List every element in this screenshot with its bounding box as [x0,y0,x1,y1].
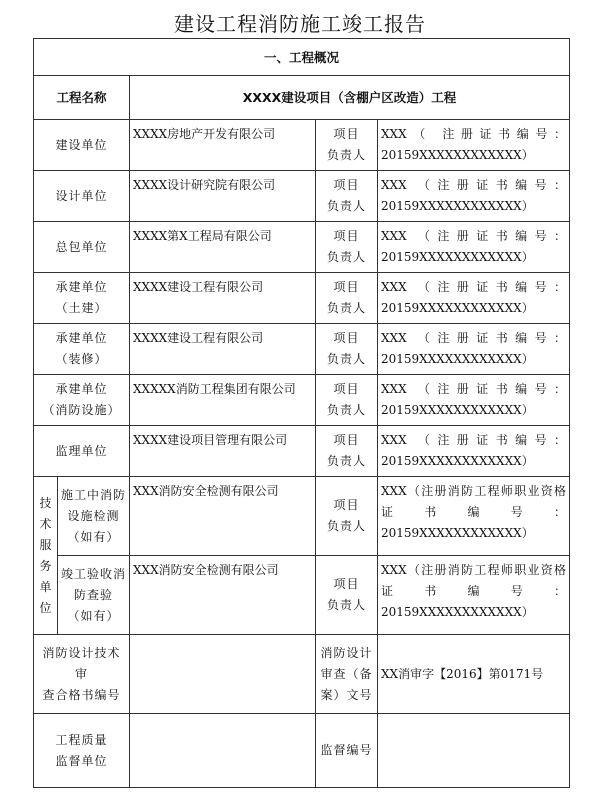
unit-label-line: 建设单位 [55,137,108,152]
registration-line: XXX （注册证书编号： [381,331,567,345]
person-label-line: 负责人 [326,352,366,366]
registration-info [378,556,570,635]
registration-line: XXX （注册证书编号： [381,382,567,396]
person-label-line: 负责人 [326,454,366,468]
registration-line: XXX （注册证书编号： [381,433,567,447]
tech-service-group-label [34,477,58,635]
design-review-row [34,635,570,714]
group-label-char: 位 [39,600,52,615]
supervision-label [34,714,130,788]
person-label-line: 负责人 [326,403,366,417]
registration-line: 证书编号： [381,584,567,598]
person-label-line: 项目 [333,178,360,192]
registration-line: 证书编号： [381,505,567,519]
sub-label-line: （如有） [67,608,120,623]
person-label-line: 项目 [333,229,360,243]
registration-line: XXX（注册消防工程师职业资格 [381,484,567,498]
unit-label [34,171,130,222]
person-label-line: 项目 [333,331,360,345]
person-label-line: 项目 [333,127,360,141]
person-label-line: 负责人 [326,250,366,264]
unit-row [34,171,570,222]
design-doc-label-line: 审查（备 [320,666,373,681]
project-name-label: 工程名称 [34,76,130,120]
supervision-label-line: 工程质量 [55,732,108,747]
person-label [316,120,378,171]
supervision-code-value [378,714,570,788]
unit-row [34,273,570,324]
registration-info [378,375,570,426]
tech-service-sub-label [58,477,130,556]
unit-label [34,273,130,324]
person-label-line: 负责人 [326,301,366,315]
section-header-row [34,39,570,76]
supervision-value [130,714,316,788]
person-label-line: 项目 [333,382,360,396]
completion-report-table [33,38,570,788]
registration-line: 20159XXXXXXXXXXXX） [381,352,534,366]
supervision-code-label [316,714,378,788]
person-label [316,273,378,324]
registration-line: XXX （注册证书编号： [381,229,567,243]
registration-line: 20159XXXXXXXXXXXX） [381,526,534,540]
tech-service-row [34,477,570,556]
unit-name: XXX消防安全检测有限公司 [130,556,316,635]
unit-label [34,120,130,171]
registration-line: XXX （注册证书编号： [381,178,567,192]
person-label-line: 负责人 [326,148,366,162]
unit-name: XXXX第X工程局有限公司 [130,222,316,273]
unit-row [34,426,570,477]
registration-info [378,426,570,477]
registration-info [378,171,570,222]
document-title: 建设工程消防施工竣工报告 [174,12,426,36]
group-label-char: 术 [39,516,52,531]
registration-line: 20159XXXXXXXXXXXX） [381,605,534,619]
unit-label-line: （土建） [55,301,108,315]
person-label [316,375,378,426]
person-label-line: 项目 [333,577,360,591]
tech-service-row [34,556,570,635]
registration-info [378,477,570,556]
unit-name: XXXX建设工程有限公司 [130,273,316,324]
sub-label-line: 设施检测 [67,508,120,523]
design-doc-value: XX消审字【2016】第0171号 [378,635,570,714]
person-label [316,426,378,477]
sub-label-line: 施工中消防 [61,487,127,502]
unit-label-line: 设计单位 [55,188,108,203]
unit-label-line: 承建单位 [55,280,108,294]
registration-line: XXX（注册消防工程师职业资格 [381,563,567,577]
registration-line: XXX （注册证书编号： [381,280,567,294]
supervision-row [34,714,570,788]
person-label [316,222,378,273]
design-doc-label-line: 消防设计 [320,645,373,660]
design-doc-label-line: 案）文号 [320,687,373,702]
person-label-line: 负责人 [326,519,366,533]
unit-row [34,120,570,171]
group-label-char: 单 [39,579,52,594]
registration-info [378,222,570,273]
person-label-line: 项目 [333,280,360,294]
unit-row [34,324,570,375]
unit-row [34,375,570,426]
unit-label-line: （装修） [55,352,108,366]
unit-row [34,222,570,273]
group-label-char: 务 [39,558,52,573]
design-review-label-line: 查合格书编号 [42,687,121,702]
person-label [316,171,378,222]
person-label [316,477,378,556]
unit-name: XXXX建设工程有限公司 [130,324,316,375]
unit-name: XXX消防安全检测有限公司 [130,477,316,556]
supervision-code-label-line: 监督编号 [320,743,373,757]
unit-label-line: 监理单位 [55,443,108,458]
registration-line: 20159XXXXXXXXXXXX） [381,199,534,213]
unit-label-line: 总包单位 [55,239,108,254]
person-label-line: 项目 [333,498,360,512]
design-doc-label [316,635,378,714]
project-name-row [34,76,570,120]
registration-info [378,273,570,324]
registration-line: 20159XXXXXXXXXXXX） [381,148,534,162]
project-name-value: XXXX建设项目（含棚户区改造）工程 [130,76,570,120]
person-label-line: 负责人 [326,199,366,213]
unit-label [34,222,130,273]
sub-label-line: 防查验 [73,587,113,602]
unit-label [34,324,130,375]
person-label [316,324,378,375]
unit-label-line: 承建单位 [55,331,108,345]
registration-info [378,324,570,375]
registration-line: 20159XXXXXXXXXXXX） [381,454,534,468]
person-label-line: 负责人 [326,598,366,612]
registration-line: 20159XXXXXXXXXXXX） [381,301,534,315]
group-label-char: 技 [39,495,52,510]
person-label-line: 项目 [333,433,360,447]
unit-name: XXXXX消防工程集团有限公司 [130,375,316,426]
person-label [316,556,378,635]
registration-line: XXX（ 注册证书编号： [381,127,567,141]
unit-name: XXXX房地产开发有限公司 [130,120,316,171]
sub-label-line: （如有） [67,529,120,544]
tech-service-sub-label [58,556,130,635]
group-label-char: 服 [39,537,52,552]
unit-name: XXXX建设项目管理有限公司 [130,426,316,477]
design-review-label-line: 消防设计技术审 [42,645,121,681]
unit-label-line: （消防设施） [42,403,121,417]
sub-label-line: 竣工验收消 [61,566,127,581]
supervision-label-line: 监督单位 [55,753,108,768]
section-title: 一、工程概况 [34,39,570,76]
registration-line: 20159XXXXXXXXXXXX） [381,403,534,417]
unit-label [34,426,130,477]
registration-line: 20159XXXXXXXXXXXX） [381,250,534,264]
unit-label [34,375,130,426]
design-review-value [130,635,316,714]
unit-label-line: 承建单位 [55,382,108,396]
design-review-label [34,635,130,714]
unit-name: XXXX设计研究院有限公司 [130,171,316,222]
registration-info [378,120,570,171]
